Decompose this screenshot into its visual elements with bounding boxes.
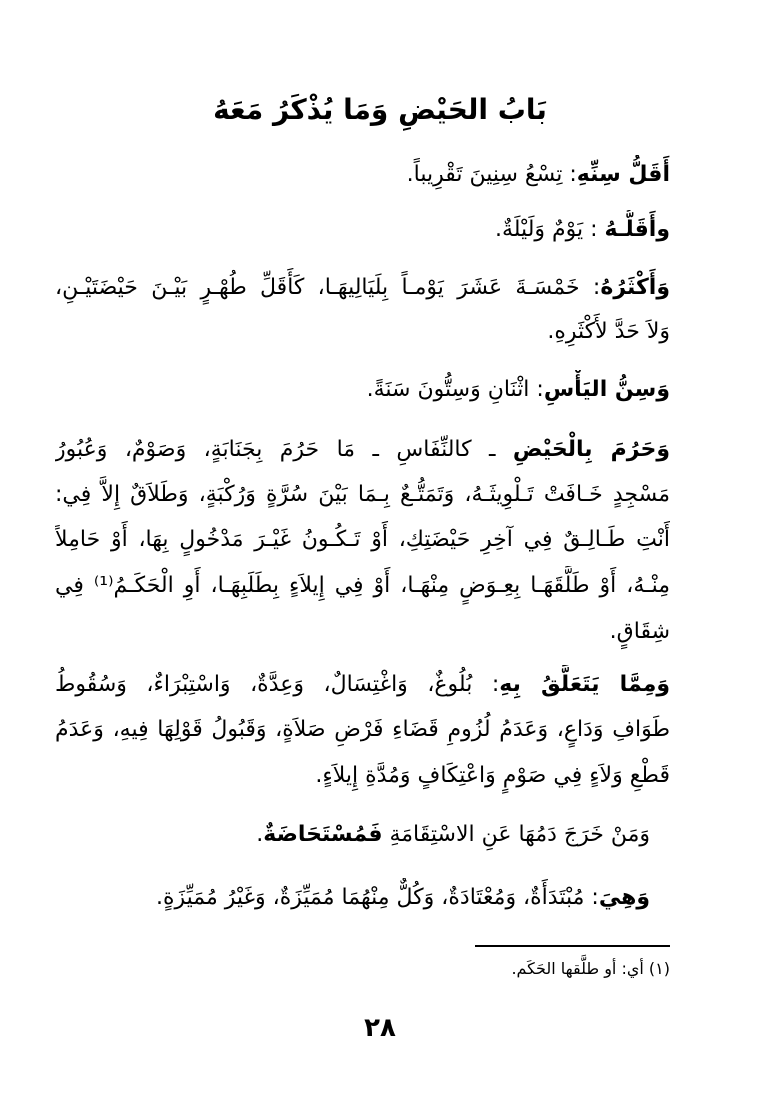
term-types: وَهِيَ — [598, 885, 650, 910]
chapter-title: بَابُ الحَيْضِ وَمَا يُذْكَرُ مَعَهُ — [213, 93, 547, 126]
text-line-7 — [55, 475, 670, 515]
line-text: مِنْـهُ، أَوْ طَلَّقَهَـا بِعِـوَضٍ مِنْهَـا، أَوْ فِي إِيلاَءٍ بِطَلَبِهَـا، أَوِ الْحَكَـمُ⁽¹⁾ فِي — [55, 573, 670, 598]
line-text: قَطْعِ وَلاَءٍ فِي صَوْمٍ وَاعْتِكَافٍ وَمُدَّةِ إِيلاَءٍ. — [315, 763, 670, 788]
line-text: طَوَافِ وَدَاعٍ، وَعَدَمُ لُزُومِ قَضَاءِ فَرْضِ صَلاَةٍ، وَقَبُولُ قَوْلِهَا فِيهِ، وَعَدَمُ — [55, 717, 670, 742]
term-related-rulings: وَمِمَّا يَتَعَلَّقُ بِهِ — [499, 672, 670, 697]
line-text: أَنْتِ طَـالِـقٌ فِي آخِرِ حَيْضَتِكِ، أَوْ تَـكُـونُ غَيْـرَ مَدْخُولٍ بِهَا، أَوْ حَامِلاً — [55, 527, 670, 552]
text-line-2 — [55, 210, 670, 250]
text-line-13 — [55, 756, 670, 796]
term-menopause-age: وَسِنُّ اليَأْسِ — [543, 377, 670, 402]
line-text: : بُلُوغٌ، وَاغْتِسَالٌ، وَعِدَّةٌ، وَاسْتِبْرَاءٌ، وَسُقُوطُ — [55, 672, 500, 697]
footnote-divider — [475, 945, 670, 947]
line-text: مَسْجِدٍ خَـافَتْ تَـلْوِيثَـهُ، وَتَمَتُّـعٌ بِـمَا بَيْنَ سُرَّةٍ وَرُكْبَةٍ، وَطَلاَقٌ إِلاَّ فِي: — [55, 482, 670, 507]
text-line-10 — [55, 612, 670, 652]
line-text: وَمَنْ خَرَجَ دَمُهَا عَنِ الاسْتِقَامَةِ — [382, 822, 650, 847]
line-text: : يَوْمٌ وَلَيْلَةٌ. — [494, 217, 605, 242]
text-line-12 — [55, 710, 670, 750]
footnote: (١) أي: أو طلَّقها الحَكَم. — [511, 959, 670, 978]
line-text: شِقَاقٍ. — [609, 619, 670, 644]
text-line-14 — [55, 815, 650, 855]
text-line-11 — [55, 665, 670, 705]
line-text: ـ كالنِّفَاسِ ـ مَا حَرُمَ بِجَنَابَةٍ، وَصَوْمٌ، وَعُبُورُ — [55, 437, 513, 462]
line-text: : مُبْتَدَأَةٌ، وَمُعْتَادَةٌ، وَكُلٌّ مِنْهُمَا مُمَيِّزَةٌ، وَغَيْرُ مُمَيِّزَةٍ. — [155, 885, 599, 910]
page-number: ٢٨ — [364, 1013, 396, 1043]
line-text: : خَمْسَـةَ عَشَرَ يَوْمـاً بِلَيَالِيهَـا، كَأَقَلِّ طُهْـرٍ بَيْـنَ حَيْضَتَيْـنِ، — [55, 275, 601, 300]
line-text-end: . — [256, 822, 264, 847]
text-line-8 — [55, 520, 670, 560]
term-min-duration: وأَقَلُّـهُ — [604, 217, 670, 242]
term-mustahada: فَمُسْتَحَاضَةٌ — [263, 822, 383, 847]
line-text: : تِسْعُ سِنِينَ تَقْرِيباً. — [406, 162, 577, 187]
term-prohibitions: وَحَرُمَ بِالْحَيْضِ — [512, 437, 670, 462]
text-line-3 — [55, 268, 670, 308]
term-min-age: أَقَلُّ سِنِّهِ — [576, 162, 670, 187]
term-max-duration: وَأَكْثَرُهُ — [600, 275, 670, 300]
text-line-6 — [55, 430, 670, 470]
text-line-5 — [55, 370, 670, 410]
text-line-4 — [55, 312, 670, 352]
text-line-9 — [55, 566, 670, 606]
line-text: وَلاَ حَدَّ لأَكْثَرِهِ. — [547, 319, 670, 344]
line-text: : اثْنَانِ وَسِتُّونَ سَنَةً. — [366, 377, 544, 402]
text-line-15 — [55, 878, 650, 918]
text-line-1 — [55, 155, 670, 195]
